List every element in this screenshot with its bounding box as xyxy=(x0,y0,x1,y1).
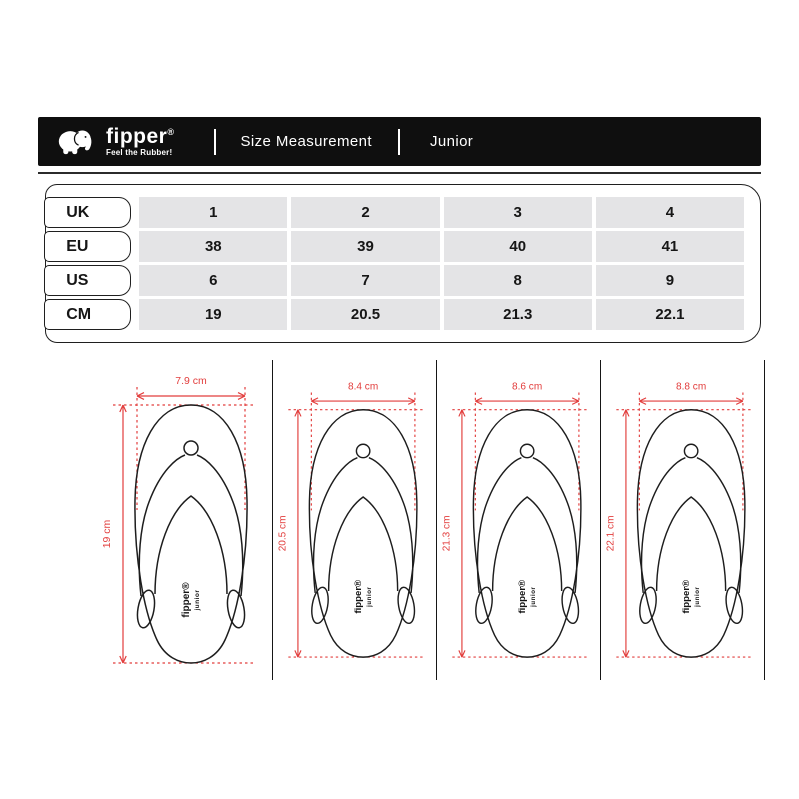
flipflop-diagram xyxy=(273,360,436,680)
sole-brand: fipper® xyxy=(353,579,365,614)
elephant-eye xyxy=(85,135,87,137)
dimension-lines xyxy=(452,392,588,657)
header-bar xyxy=(38,117,761,166)
size-cell: 19 xyxy=(139,299,287,330)
right-strap xyxy=(197,455,243,596)
left-strap xyxy=(314,458,358,593)
sole-sub-brand: junior xyxy=(194,589,201,611)
width-dimension-label: 8.4 cm xyxy=(348,381,379,393)
dimension-lines xyxy=(288,392,424,657)
left-strap xyxy=(139,455,185,596)
header-title: Size Measurement xyxy=(240,133,372,150)
inner-strap-edge xyxy=(493,497,562,591)
sole-outline xyxy=(637,410,745,657)
sole-outline xyxy=(135,405,247,663)
height-dimension-label: 22.1 cm xyxy=(605,515,617,552)
sole-brand: fipper® xyxy=(181,582,192,618)
width-dimension-label: 8.8 cm xyxy=(676,381,707,393)
size-cell: 39 xyxy=(291,231,439,262)
toe-post xyxy=(520,444,533,457)
size-cell: 21.3 xyxy=(444,299,592,330)
row-label: UK xyxy=(44,197,131,228)
flipflop-outline xyxy=(309,410,417,657)
diagram-column xyxy=(601,360,765,680)
separator xyxy=(214,129,216,155)
sole-sub-brand: junior xyxy=(366,586,373,607)
size-cell: 2 xyxy=(291,197,439,228)
left-strap xyxy=(642,458,686,593)
width-dimension-label: 8.6 cm xyxy=(512,381,543,393)
table-row xyxy=(46,265,760,296)
row-cells xyxy=(139,299,744,330)
inner-strap-edge xyxy=(155,496,227,594)
row-label: CM xyxy=(44,299,131,330)
inner-strap-edge xyxy=(657,497,726,591)
height-dimension-label: 19 cm xyxy=(101,519,113,549)
size-cell: 8 xyxy=(444,265,592,296)
size-cell: 4 xyxy=(596,197,744,228)
elephant-logo-icon xyxy=(55,124,97,160)
registered-mark: ® xyxy=(167,127,175,137)
size-cell: 20.5 xyxy=(291,299,439,330)
toe-post xyxy=(184,441,198,455)
inner-strap-edge xyxy=(329,497,398,591)
flipflop-outline xyxy=(637,410,745,657)
sole-brand-text xyxy=(517,580,537,614)
flipflop-diagram xyxy=(437,360,600,680)
flipflop-outline xyxy=(135,405,247,663)
sole-brand-text xyxy=(353,580,373,614)
table-row xyxy=(46,231,760,262)
size-cell: 7 xyxy=(291,265,439,296)
header-category: Junior xyxy=(429,133,474,150)
height-dimension-label: 21.3 cm xyxy=(441,515,453,552)
flipflop-diagrams xyxy=(30,360,765,680)
height-dimension-label: 20.5 cm xyxy=(277,515,289,552)
row-cells xyxy=(139,231,744,262)
table-row xyxy=(46,299,760,330)
size-cell: 41 xyxy=(596,231,744,262)
size-cell: 22.1 xyxy=(596,299,744,330)
size-cell: 3 xyxy=(444,197,592,228)
toe-post xyxy=(684,444,697,457)
width-dimension-label: 7.9 cm xyxy=(175,375,207,387)
diagram-column xyxy=(30,360,273,680)
sole-sub-brand: junior xyxy=(530,586,537,607)
size-cell: 9 xyxy=(596,265,744,296)
dimension-lines xyxy=(616,392,752,657)
size-cell: 38 xyxy=(139,231,287,262)
flipflop-outline xyxy=(473,410,581,657)
size-cell: 40 xyxy=(444,231,592,262)
right-strap xyxy=(369,458,413,593)
row-cells xyxy=(139,265,744,296)
right-strap xyxy=(697,458,741,593)
sole-brand-text xyxy=(681,580,701,614)
sole-outline xyxy=(473,410,581,657)
flipflop-diagram xyxy=(97,360,267,680)
toe-post xyxy=(356,444,369,457)
table-row xyxy=(46,197,760,228)
size-table xyxy=(45,184,761,343)
row-cells xyxy=(139,197,744,228)
sole-brand: fipper® xyxy=(681,579,693,614)
diagram-column xyxy=(437,360,601,680)
separator xyxy=(398,129,400,155)
diagram-column xyxy=(273,360,437,680)
size-cell: 1 xyxy=(139,197,287,228)
sole-brand: fipper® xyxy=(517,579,529,614)
flipflop-diagram xyxy=(601,360,764,680)
divider-rule xyxy=(38,172,761,174)
row-label: US xyxy=(44,265,131,296)
brand-block xyxy=(106,126,174,157)
size-cell: 6 xyxy=(139,265,287,296)
dimension-lines xyxy=(113,387,255,663)
right-strap xyxy=(533,458,577,593)
sole-sub-brand: junior xyxy=(694,586,701,607)
brand-tagline: Feel the Rubber! xyxy=(106,148,173,157)
brand-name: fipper® xyxy=(106,125,175,148)
row-label: EU xyxy=(44,231,131,262)
sole-outline xyxy=(309,410,417,657)
left-strap xyxy=(478,458,522,593)
sole-brand-text xyxy=(181,582,201,618)
